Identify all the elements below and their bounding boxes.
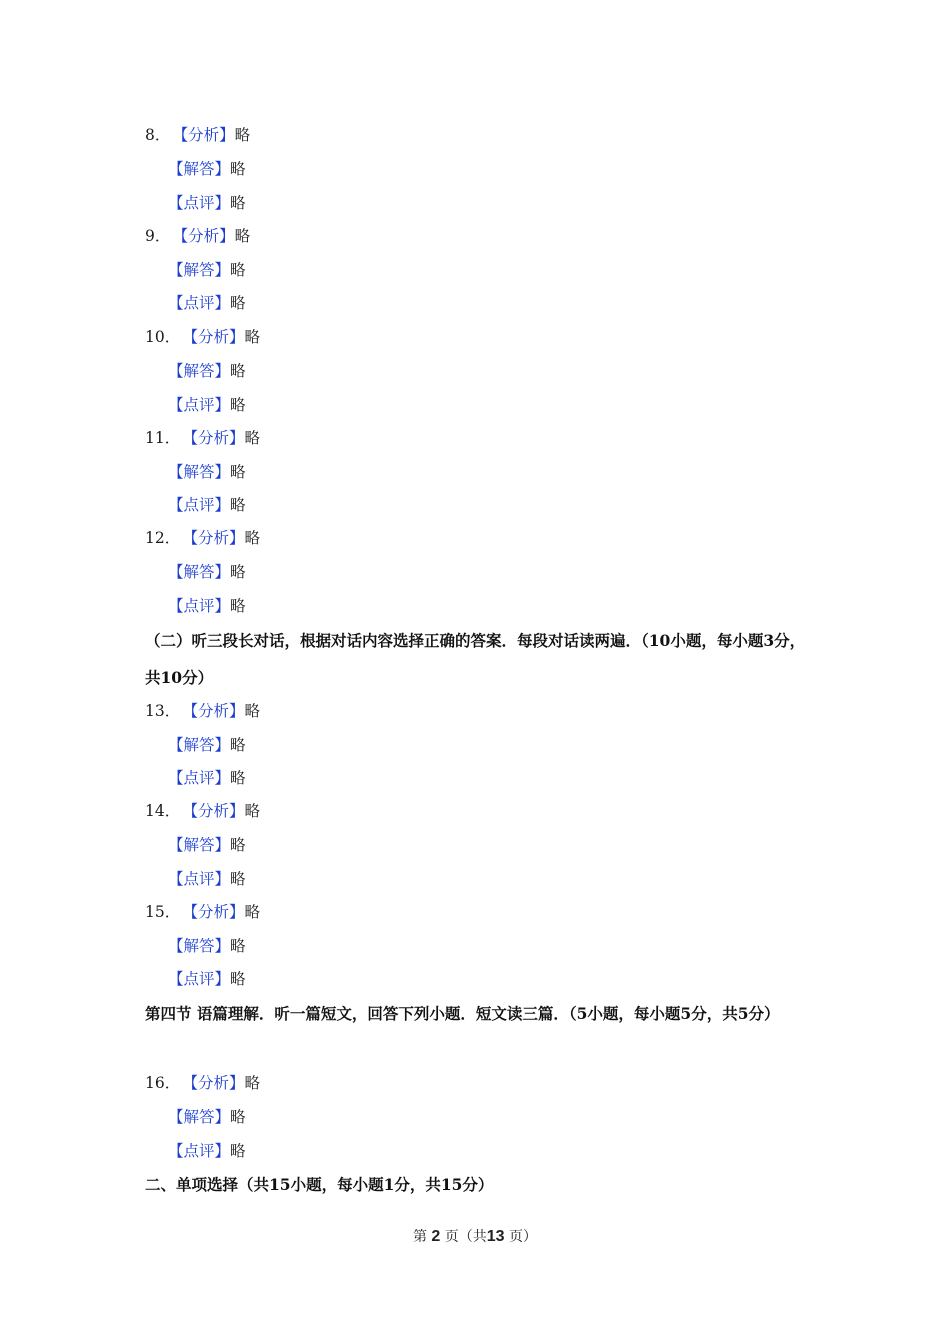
footer-page-number: 2 bbox=[431, 1228, 441, 1245]
comment-tag: 【点评】 bbox=[168, 194, 231, 212]
analysis-text: 略 bbox=[244, 702, 261, 720]
analysis-tag: 【分析】 bbox=[190, 802, 245, 820]
comment-text: 略 bbox=[230, 597, 246, 615]
item-14-answer bbox=[168, 828, 246, 862]
answer-tag: 【解答】 bbox=[168, 160, 231, 178]
item-15-answer bbox=[168, 929, 246, 963]
comment-tag: 【点评】 bbox=[168, 870, 231, 888]
item-11-answer bbox=[168, 455, 246, 489]
item-number: 15． bbox=[145, 903, 181, 921]
item-12-analysis bbox=[145, 521, 260, 555]
comment-text: 略 bbox=[230, 496, 246, 514]
item-11-comment bbox=[168, 488, 246, 522]
section-heading-4: 第四节 语篇理解．听一篇短文，回答下列小题．短文读三篇．（5小题，每小题5分，共5分） bbox=[145, 1004, 780, 1023]
analysis-text: 略 bbox=[234, 126, 251, 144]
item-8-analysis bbox=[145, 118, 250, 152]
item-16-answer bbox=[168, 1100, 246, 1134]
item-number: 16． bbox=[145, 1074, 181, 1092]
answer-tag: 【解答】 bbox=[168, 836, 231, 854]
analysis-tag: 【分析】 bbox=[190, 429, 245, 447]
analysis-text: 略 bbox=[244, 802, 261, 820]
analysis-text: 略 bbox=[244, 1074, 261, 1092]
item-13-analysis bbox=[145, 694, 260, 728]
item-9-answer bbox=[168, 253, 246, 287]
answer-text: 略 bbox=[230, 1108, 246, 1126]
analysis-tag: 【分析】 bbox=[190, 1074, 245, 1092]
item-number: 10． bbox=[145, 328, 181, 346]
item-16-comment bbox=[168, 1134, 246, 1168]
answer-tag: 【解答】 bbox=[168, 362, 231, 380]
item-number: 13． bbox=[145, 702, 181, 720]
item-14-analysis bbox=[145, 794, 260, 828]
analysis-tag: 【分析】 bbox=[190, 529, 245, 547]
item-8-answer bbox=[168, 152, 246, 186]
answer-tag: 【解答】 bbox=[168, 937, 231, 955]
answer-tag: 【解答】 bbox=[168, 463, 231, 481]
item-12-answer bbox=[168, 555, 246, 589]
item-9-comment bbox=[168, 286, 246, 320]
answer-text: 略 bbox=[230, 836, 246, 854]
analysis-tag: 【分析】 bbox=[190, 903, 245, 921]
answer-tag: 【解答】 bbox=[168, 736, 231, 754]
item-11-analysis bbox=[145, 421, 260, 455]
answer-tag: 【解答】 bbox=[168, 1108, 231, 1126]
item-9-analysis bbox=[145, 219, 250, 253]
comment-text: 略 bbox=[230, 970, 246, 988]
analysis-tag: 【分析】 bbox=[180, 227, 235, 245]
item-number: 11． bbox=[145, 429, 181, 447]
footer-middle: 页（共 bbox=[444, 1229, 487, 1245]
item-number: 14． bbox=[145, 802, 181, 820]
item-15-analysis bbox=[145, 895, 260, 929]
item-10-answer bbox=[168, 354, 246, 388]
item-number: 9． bbox=[145, 227, 171, 245]
comment-text: 略 bbox=[230, 294, 246, 312]
page-footer bbox=[0, 1226, 950, 1246]
item-10-comment bbox=[168, 388, 246, 422]
analysis-tag: 【分析】 bbox=[190, 702, 245, 720]
item-12-comment bbox=[168, 589, 246, 623]
analysis-text: 略 bbox=[244, 429, 261, 447]
comment-text: 略 bbox=[230, 396, 246, 414]
item-16-analysis bbox=[145, 1066, 260, 1100]
analysis-text: 略 bbox=[244, 529, 261, 547]
analysis-tag: 【分析】 bbox=[190, 328, 245, 346]
comment-tag: 【点评】 bbox=[168, 396, 231, 414]
answer-text: 略 bbox=[230, 261, 246, 279]
item-number: 12． bbox=[145, 529, 181, 547]
analysis-tag: 【分析】 bbox=[180, 126, 235, 144]
analysis-text: 略 bbox=[234, 227, 251, 245]
comment-text: 略 bbox=[230, 1142, 246, 1160]
answer-text: 略 bbox=[230, 463, 246, 481]
comment-tag: 【点评】 bbox=[168, 1142, 231, 1160]
item-15-comment bbox=[168, 962, 246, 996]
comment-tag: 【点评】 bbox=[168, 970, 231, 988]
footer-total-pages: 13 bbox=[486, 1228, 505, 1245]
answer-text: 略 bbox=[230, 563, 246, 581]
part-two-heading: 二、单项选择（共15小题，每小题1分，共15分） bbox=[145, 1175, 494, 1194]
item-14-comment bbox=[168, 862, 246, 896]
item-10-analysis bbox=[145, 320, 260, 354]
footer-prefix: 第 bbox=[412, 1229, 427, 1245]
comment-tag: 【点评】 bbox=[168, 496, 231, 514]
item-13-comment bbox=[168, 761, 246, 795]
comment-tag: 【点评】 bbox=[168, 294, 231, 312]
item-number: 8． bbox=[145, 126, 171, 144]
item-13-answer bbox=[168, 728, 246, 762]
answer-text: 略 bbox=[230, 362, 246, 380]
comment-text: 略 bbox=[230, 870, 246, 888]
answer-text: 略 bbox=[230, 937, 246, 955]
comment-tag: 【点评】 bbox=[168, 597, 231, 615]
analysis-text: 略 bbox=[244, 903, 261, 921]
footer-suffix: 页） bbox=[509, 1229, 538, 1245]
comment-text: 略 bbox=[230, 769, 246, 787]
answer-text: 略 bbox=[230, 160, 246, 178]
answer-text: 略 bbox=[230, 736, 246, 754]
answer-tag: 【解答】 bbox=[168, 261, 231, 279]
answer-tag: 【解答】 bbox=[168, 563, 231, 581]
analysis-text: 略 bbox=[244, 328, 261, 346]
item-8-comment bbox=[168, 186, 246, 220]
section-heading-dialog: （二）听三段长对话，根据对话内容选择正确的答案．每段对话读两遍．（10小题，每小题3分，共10分） bbox=[145, 631, 806, 687]
comment-text: 略 bbox=[230, 194, 246, 212]
comment-tag: 【点评】 bbox=[168, 769, 231, 787]
